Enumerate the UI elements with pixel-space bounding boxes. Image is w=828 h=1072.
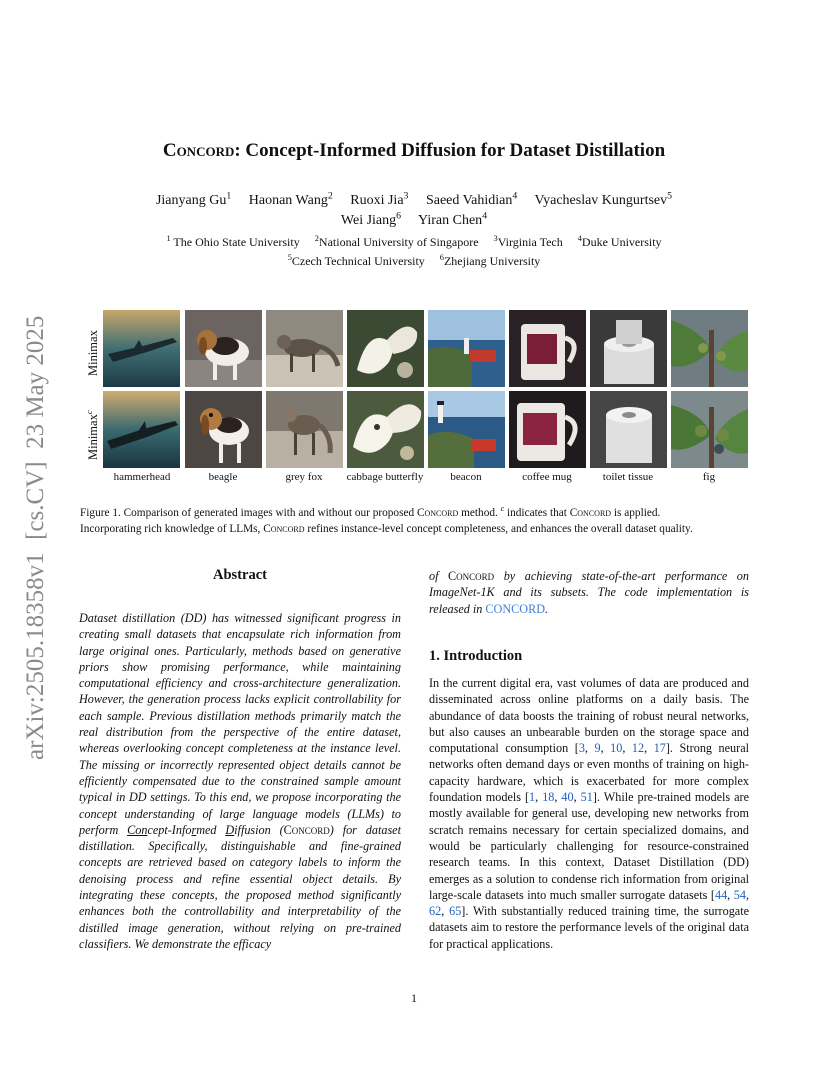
image-hammerhead-minimax [103, 310, 180, 387]
affiliation: $^6$Zhejiang University [439, 253, 541, 268]
abstract-continuation: of Concord by achieving state-of-the-art performance on ImageNet-1K and its subsets. The code implementation is released in CONCORD. [429, 569, 749, 616]
image-coffee-mug-minimax [509, 310, 586, 387]
figure-row-label-1: Minimax [86, 330, 100, 376]
author: Wei Jiang$^6$ [340, 210, 402, 228]
image-coffee-mug-concord [509, 391, 586, 468]
introduction-body: In the current digital era, vast volumes of data are produced and disseminated across online platforms on a daily basis. The abundance of data boosts the training of robust neural networks, but also causes an unbearable burden on the storage space and computational consumption [3, 9, 10, 12, 17]. Strong neural networks often demand days or even months of training on high-capacity hardware, which is exacerbated for more complex foundation models [1, 18, 40, 51]. While pre-trained models are mostly available for general use, developing new networks from scratch remains necessary for certain specialized domains, and would be particularly challenging for resource-constrained research teams. In this context, Dataset Distillation (DD) emerges as a solution to condense rich information from original large-scale datasets into much smaller surrogate datasets [44, 54, 62, 65]. With substantially reduced training time, the surrogate datasets aim to restore the performance levels of the original data for practical applications. [429, 676, 750, 951]
image-beacon-concord [428, 391, 505, 468]
citation-link[interactable]: 9 [594, 741, 601, 756]
image-cabbage-butterfly-minimax [347, 310, 424, 387]
author: Saeed Vahidian$^4$ [425, 190, 518, 208]
author: Yiran Chen$^4$ [418, 210, 488, 228]
citation-link[interactable]: 1 [529, 790, 536, 805]
citation-link[interactable]: 3 [578, 741, 585, 756]
citation-link[interactable]: 62 [429, 904, 442, 919]
author-line-2 [0, 210, 828, 229]
author-line-1 [0, 190, 828, 209]
title-rest: : Concept-Informed Diffusion for Dataset Distillation [234, 140, 666, 161]
citation-link[interactable]: 12 [631, 741, 645, 756]
author: Jianyang Gu$^1$ [155, 190, 232, 208]
image-cabbage-butterfly-concord [347, 391, 424, 468]
image-beagle-minimax [185, 310, 262, 387]
figure-row-label-2: Minimax$^c$ [83, 410, 100, 460]
citation-link[interactable]: 51 [580, 790, 593, 805]
affiliation: $^1$ The Ohio State University [166, 234, 300, 249]
class-label: cabbage butterfly [346, 471, 424, 483]
citation-link[interactable]: 65 [449, 904, 462, 919]
arxiv-id: arXiv:2505.18358v1 [cs.CV] 23 May 2025 [22, 315, 49, 760]
class-label: beagle [208, 471, 238, 483]
citation-link[interactable]: 54 [733, 887, 746, 902]
class-label: toilet tissue [602, 471, 654, 483]
class-label: fig [702, 471, 716, 483]
figure-caption: Figure 1. Comparison of generated images with and without our proposed Concord method. $^c$ indicates that Concord is applied. Incorporating rich knowledge of LLMs, Concord refines instance-level concept completeness, and enhances the overall dataset quality. [80, 504, 693, 535]
citation-link[interactable]: 17 [653, 741, 666, 756]
class-label: grey fox [285, 471, 323, 483]
image-grey-fox-minimax [266, 310, 343, 387]
image-toilet-tissue-minimax [590, 310, 667, 387]
citation-link[interactable]: 18 [542, 790, 555, 805]
image-fig-minimax [671, 310, 748, 387]
image-toilet-tissue-concord [590, 391, 667, 468]
class-label: coffee mug [522, 471, 572, 483]
author: Vyacheslav Kungurtsev$^5$ [534, 190, 673, 208]
affiliation: $^3$Virginia Tech [493, 234, 563, 249]
image-hammerhead-concord [103, 391, 180, 468]
affiliation: $^4$Duke University [577, 234, 662, 249]
citation-link[interactable]: 40 [561, 790, 574, 805]
author: Haonan Wang$^2$ [248, 190, 333, 208]
title-method-name: Concord [162, 140, 235, 161]
image-beagle-concord [185, 391, 262, 468]
affiliation: $^5$Czech Technical University [287, 253, 425, 268]
abstract-body: Dataset distillation (DD) has witnessed significant progress in creating small datasets that encapsulate rich information from large original ones. Particularly, methods based on generative priors show promising performance, while maintaining computational efficiency and cross-architecture generalization. However, the generation process lacks explicit controllability for each sample. Previous distillation methods primarily match the real distribution from the perspective of the entire dataset, whereas overlooking concept completeness at the instance level. The missing or incorrectly represented object details cannot be efficiently compensated due to the constrained sample amount typical in DD settings. To this end, we propose incorporating the concept understanding of large language models (LLMs) to perform Concept-Informed Diffusion (Concord) for dataset distillation. Specifically, distinguishable and fine-grained concepts are retrieved based on category labels to inform the denoising process and refine essential object details. By integrating these concepts, the proposed method significantly enhances both the controllability and interpretability of the distilled image generation, without relying on pre-trained classifiers. We demonstrate the efficacy [79, 611, 401, 951]
class-label: beacon [450, 471, 482, 483]
arxiv-stamp [22, 315, 49, 761]
section-heading-introduction: 1. Introduction [429, 648, 523, 664]
affiliation: $^2$National University of Singapore [314, 234, 479, 249]
affiliation-line-2 [0, 254, 828, 269]
page-number: 1 [411, 991, 417, 1005]
citation-link[interactable]: 10 [610, 741, 623, 756]
affiliation-line-1 [0, 235, 828, 250]
paper-title [0, 140, 828, 162]
image-beacon-minimax [428, 310, 505, 387]
abstract-heading: Abstract [213, 567, 267, 583]
image-grey-fox-concord [266, 391, 343, 468]
code-link[interactable]: CONCORD [485, 601, 546, 616]
class-label: hammerhead [113, 471, 171, 483]
citation-link[interactable]: 44 [714, 887, 728, 902]
author: Ruoxi Jia$^3$ [350, 190, 409, 208]
image-fig-concord [671, 391, 748, 468]
